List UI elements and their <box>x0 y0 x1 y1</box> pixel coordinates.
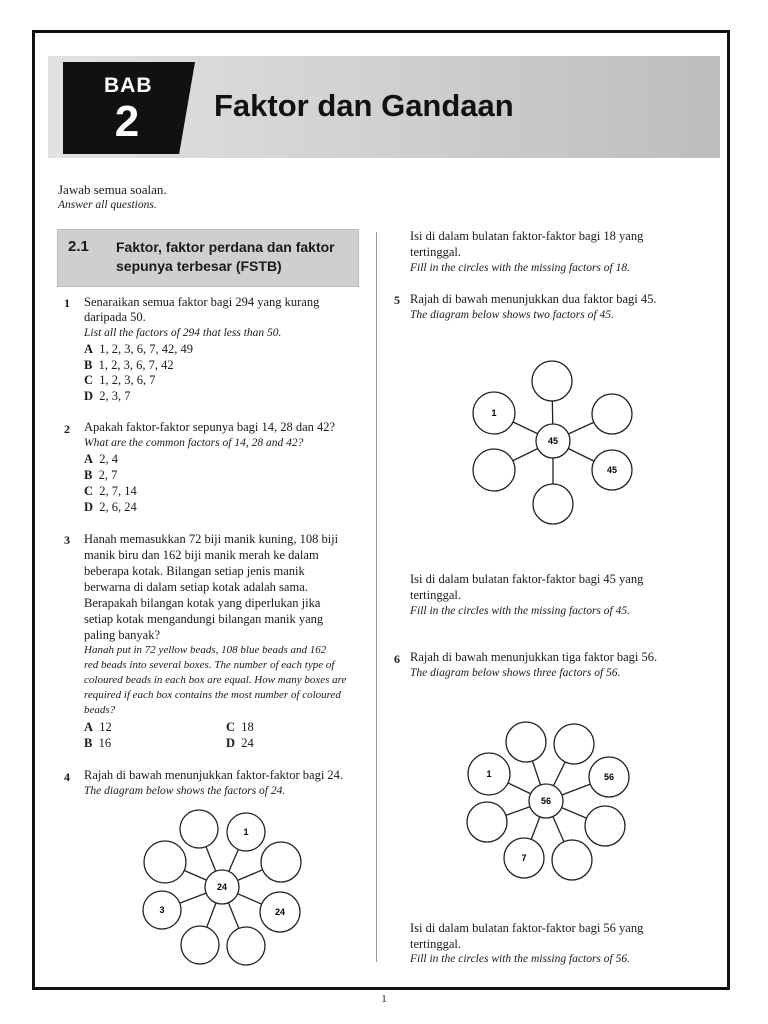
q3-english-line: coloured beads in each box are equal. How many boxes are <box>84 674 347 686</box>
factor-label: 1 <box>243 827 249 837</box>
factor-circle <box>552 840 592 880</box>
factor-label: 1 <box>491 408 497 418</box>
q1-malay-line1: Senaraikan semua faktor bagi 294 yang kurang <box>84 295 320 309</box>
option-text: 2, 6, 24 <box>99 500 137 514</box>
q6-fill-malay-line2: tertinggal. <box>410 937 462 951</box>
factor-circle <box>585 806 625 846</box>
factor-label: 3 <box>159 905 165 915</box>
q5-fill-english: Fill in the circles with the missing factors of 45. <box>410 605 630 617</box>
section-number: 2.1 <box>68 238 89 255</box>
option-text: 1, 2, 3, 6, 7, 42 <box>98 358 174 372</box>
q3-malay-line: beberapa kotak. Bilangan setiap jenis manik <box>84 564 305 578</box>
q3-english-line: red beads into several boxes. The number of each type of <box>84 659 335 671</box>
section-title-line2: sepunya terbesar (FSTB) <box>116 258 282 274</box>
q6-english: The diagram below shows three factors of 56. <box>410 667 621 679</box>
option-letter: A <box>84 720 94 734</box>
q5-number: 5 <box>394 293 400 307</box>
factor-label: 24 <box>274 907 286 917</box>
q1-malay-line2: daripada 50. <box>84 310 146 324</box>
option-letter: B <box>84 736 93 750</box>
instructions-malay: Jawab semua soalan. <box>58 182 167 197</box>
option-text: 2, 7 <box>98 468 118 482</box>
option-text: 18 <box>241 720 254 734</box>
factor-circle <box>467 802 507 842</box>
q6-fill-english: Fill in the circles with the missing factors of 56. <box>410 953 630 965</box>
fill18-english: Fill in the circles with the missing factors of 18. <box>410 262 630 274</box>
q2-english: What are the common factors of 14, 28 and 42? <box>84 437 304 449</box>
q2-malay: Apakah faktor-faktor sepunya bagi 14, 28 dan 42? <box>84 420 336 434</box>
q2-number: 2 <box>64 422 70 436</box>
option-letter: C <box>226 720 236 734</box>
q3-malay-line: berwarna di dalam setiap kotak adalah sama. <box>84 580 308 594</box>
page-number: 1 <box>381 993 387 1005</box>
q5-english: The diagram below shows two factors of 45. <box>410 309 614 321</box>
center-label: 56 <box>540 796 552 806</box>
section-title-line1: Faktor, faktor perdana dan faktor <box>116 239 335 255</box>
factor-label: 1 <box>486 769 492 779</box>
q3-number: 3 <box>64 533 70 547</box>
q5-fill-malay-line1: Isi di dalam bulatan faktor-faktor bagi 45 yang <box>410 572 644 586</box>
option-letter: C <box>84 484 94 498</box>
factor-circle <box>554 724 594 764</box>
chapter-title: Faktor dan Gandaan <box>214 88 514 123</box>
factor-label: 7 <box>521 853 527 863</box>
option-text: 1, 2, 3, 6, 7, 42, 49 <box>99 342 194 356</box>
factor-label: 56 <box>603 772 615 782</box>
q5-fill-malay-line2: tertinggal. <box>410 588 462 602</box>
center-label: 24 <box>216 882 228 892</box>
chapter-number: 2 <box>114 97 140 146</box>
q3-malay-line: Berapakah bilangan kotak yang diperlukan jika <box>84 596 321 610</box>
q4-number: 4 <box>64 770 70 784</box>
q3-malay-line: paling banyak? <box>84 628 161 642</box>
center-label: 45 <box>547 436 559 446</box>
chapter-badge-label: BAB <box>104 74 153 97</box>
option-text: 24 <box>241 736 254 750</box>
option-text: 2, 3, 7 <box>99 389 131 403</box>
q6-fill-malay-line1: Isi di dalam bulatan faktor-faktor bagi 56 yang <box>410 921 644 935</box>
option-letter: C <box>84 373 94 387</box>
q1-english: List all the factors of 294 that less than 50. <box>84 327 282 339</box>
q4-malay: Rajah di bawah menunjukkan faktor-faktor bagi 24. <box>84 768 344 782</box>
q3-english-line: beads? <box>84 704 116 716</box>
fill18-malay-line2: tertinggal. <box>410 245 462 259</box>
option-letter: D <box>226 736 236 750</box>
q4-english: The diagram below shows the factors of 24. <box>84 785 286 797</box>
option-text: 16 <box>98 736 112 750</box>
q3-malay-line: Hanah memasukkan 72 biji manik kuning, 108 biji <box>84 532 339 546</box>
q3-english-line: Hanah put in 72 yellow beads, 108 blue beads and 162 <box>84 644 327 656</box>
q6-malay: Rajah di bawah menunjukkan tiga faktor bagi 56. <box>410 650 658 664</box>
option-letter: D <box>84 389 94 403</box>
option-text: 2, 4 <box>99 452 119 466</box>
q6-number: 6 <box>394 652 400 666</box>
option-text: 1, 2, 3, 6, 7 <box>99 373 156 387</box>
q5-malay: Rajah di bawah menunjukkan dua faktor bagi 45. <box>410 292 657 306</box>
q3-malay-line: setiap kotak mengandungi bilangan manik yang <box>84 612 324 626</box>
option-letter: B <box>84 358 93 372</box>
instructions-english: Answer all questions. <box>58 199 157 211</box>
option-letter: A <box>84 342 94 356</box>
fill18-malay-line1: Isi di dalam bulatan faktor-faktor bagi 18 yang <box>410 229 644 243</box>
q3-english-line: required if each box contains the most number of coloured <box>84 689 341 701</box>
q1-number: 1 <box>64 296 70 310</box>
option-letter: B <box>84 468 93 482</box>
option-letter: D <box>84 500 94 514</box>
factor-circle <box>506 722 546 762</box>
q3-malay-line: manik biru dan 162 biji manik merah ke dalam <box>84 548 319 562</box>
option-letter: A <box>84 452 94 466</box>
option-text: 2, 7, 14 <box>99 484 137 498</box>
factor-label: 45 <box>606 465 618 475</box>
option-text: 12 <box>99 720 112 734</box>
